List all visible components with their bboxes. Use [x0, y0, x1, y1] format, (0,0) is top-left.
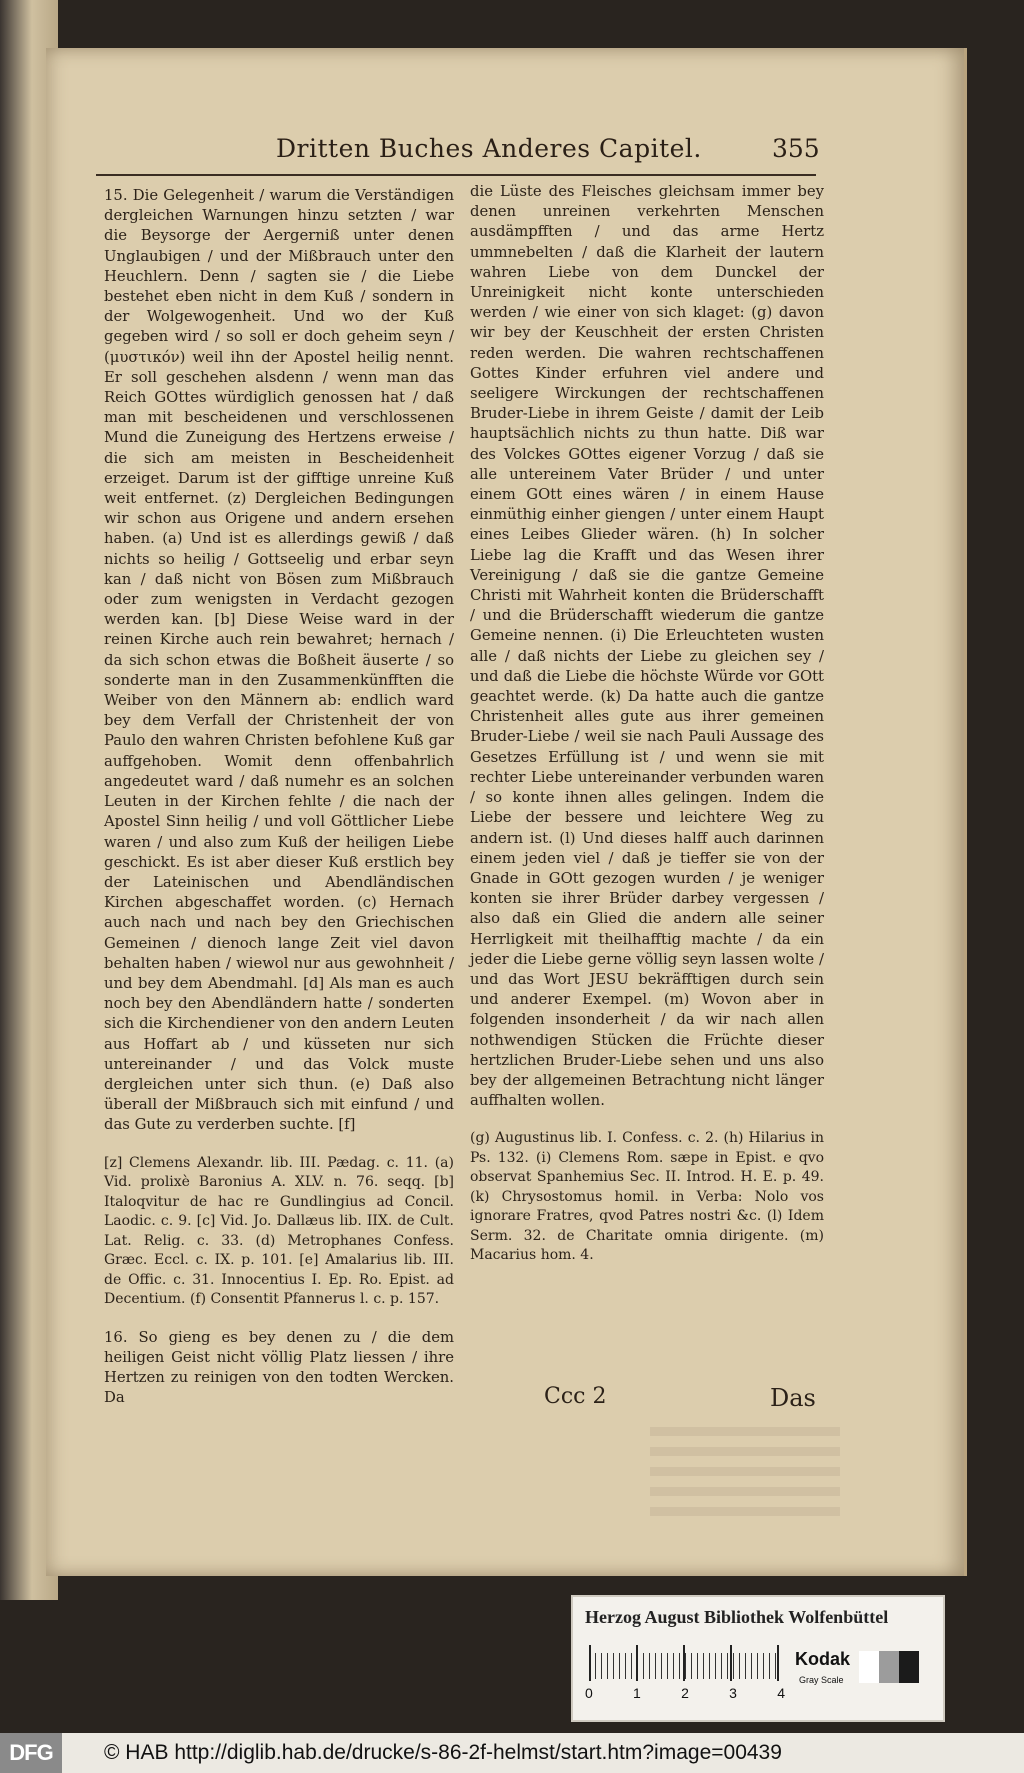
signature-mark: Ccc 2: [544, 1384, 607, 1409]
library-color-card: [571, 1595, 945, 1722]
paragraph-16: 16. So gieng es bey denen zu / die dem heiligen Geist nicht völlig Platz liessen / ihre Hertzen zu reinigen von den todten Wercken. Da: [104, 1328, 454, 1407]
ruler-labels: [585, 1685, 785, 1701]
running-title: Dritten Buches Anderes Capitel.: [276, 134, 702, 163]
left-column: [104, 186, 454, 1408]
gray-patch: [899, 1651, 919, 1683]
right-footnotes: (g) Augustinus lib. I. Confess. c. 2. (h) Hilarius in Ps. 132. (i) Clemens Rom. sæpe in Epist. e qvo observat Spanhemius Sec. II. Introd. H. E. p. 49. (k) Chrysostomus homil. in Verba: Nolo vos ignorare Fratres, qvod Patres nostri &c. (l) Idem Serm. 32. de Charitate omnia dirigente. (m) Macarius hom. 4.: [470, 1130, 824, 1264]
ruler-label: 2: [681, 1685, 689, 1701]
bleed-through-text: [650, 1416, 840, 1516]
dfg-logo: DFG: [0, 1733, 62, 1773]
ruler-label: 4: [777, 1685, 785, 1701]
gray-patch: [859, 1651, 879, 1683]
ruler-major-ticks: [589, 1645, 779, 1681]
gray-patch: [879, 1651, 899, 1683]
catchword: Das: [770, 1384, 816, 1412]
paragraph-15: 15. Die Gelegenheit / warum die Verständigen dergleichen Warnungen hinzu setzten / war die Beysorge der Aergerniß unter denen Unglaubigen / und der Mißbrauch unter den Heuchlern. Denn / sagten sie / die Liebe bestehet eben nicht in dem Kuß / sondern in der Wolgewogenheit. Und wo der Kuß gegeben wird / so soll er doch geheim seyn / (μυστικόν) weil ihn der Apostel heilig nennt. Er soll geschehen alsdenn / wenn man das Reich GOttes würdiglich genossen hat / daß man mit bescheidenen und verschlossenen Mund die Zuneigung des Hertzens erweise / die sich am meisten in Bescheidenheit erzeiget. Darum ist der gifftige unreine Kuß weit entfernet. (z) Dergleichen Bedingungen wir schon aus Origene und andern ersehen haben. (a) Und ist es allerdings gewiß / daß nichts so heilig / Gottseelig und erbar seyn kan / daß nicht von Bösen zum Mißbrauch oder zum wenigsten in Verdacht gezogen werden kan. [b] Diese Weise ward in der reinen Kirche auch rein bewahret; hernach / da sich schon etwas die Boßheit äuserte / so sonderte man in den Zusammenkünfften die Weiber von den Männern ab: endlich ward bey dem Verfall der Christenheit der von Paulo den wahren Christen befohlene Kuß gar auffgehoben. Womit denn offenbahrlich angedeutet ward / daß numehr es an solchen Leuten in der Kirchen fehlte / die nach der Apostel Sinn heilig / und voll Göttlicher Liebe waren / und also zum Kuß der heiligen Liebe geschickt. Es ist aber dieser Kuß erstlich bey der Lateinischen und Abendländischen Kirchen abgeschaffet worden. (c) Hernach auch nach und nach bey den Griechischen Gemeinen / dienoch lange Zeit viel davon behalten haben / wiewol nur aus gewohnheit / und bey dem Abendmahl. [d] Als man es auch noch bey den Abendländern hatte / sonderten sich die Kirchendiener von den andern Leuten aus Hoffart ab / und küsseten nur sich untereinander / und das Volck muste dergleichen unter sich thun. (e) Daß also überall der Mißbrauch sich mit einfund / und das Gute zu verderben suchte. [f]: [104, 187, 454, 1134]
library-name: Herzog August Bibliothek Wolfenbüttel: [585, 1607, 889, 1627]
left-footnotes: [z] Clemens Alexandr. lib. III. Pædag. c. 11. (a) Vid. prolixè Baronius A. XLV. n. 76. seqq. [b] Italoqvitur de hac re Gundlingius ad Concil. Laodic. c. 9. [c] Vid. Jo. Dallæus lib. IIX. de Cult. Lat. Relig. c. 33. (d) Metrophanes Confess. Græc. Eccl. c. IX. p. 101. [e] Amalarius lib. III. de Offic. c. 31. Innocentius I. Ep. Ro. Epist. ad Decentium. (f) Consentit Pfannerus l. c. p. 157.: [104, 1154, 454, 1308]
ruler-label: 3: [729, 1685, 737, 1701]
gray-patches: [859, 1651, 919, 1683]
kodak-logo: Kodak: [795, 1649, 851, 1669]
paragraph-continued: die Lüste des Fleisches gleichsam immer bey denen unreinen verkehrten Menschen ausdämpfften / und das arme Hertz ummnebelten / daß die Klarheit der lautern wahren Liebe von dem Dunckel der Unreinigkeit nicht konte unterschieden werden / wie einer von sich klaget: (g) davon wir bey der Keuschheit der ersten Christen reden werden. Die wahren rechtschaffenen Gottes Kinder erfuhren viel andere und seeligere Wirckungen der rechtschaffenen Bruder-Liebe in ihrem Geiste / damit der Leib hauptsächlich nichts zu thun hatte. Diß war des Volckes GOttes eigener Vorzug / daß sie alle untereinem Vater Brüder / und unter einem GOtt eines wären / in einem Hause einmüthig einher giengen / unter einem Haupt eines Leibes Glieder wären. (h) In solcher Liebe lag die Krafft und das Wesen ihrer Vereinigung / daß sie die gantze Gemeine Christi mit Wahrheit konten die Brüderschafft / und die Brüderschafft wiederum die gantze Gemeine nennen. (i) Die Erleuchteten wusten alle / daß nichts der Liebe zu gleichen sey / und daß die Liebe die höchste Würde vor GOtt geachtet werde. (k) Da hatte auch die gantze Christenheit alles gute aus ihrer gemeinen Bruder-Liebe / weil sie nach Pauli Aussage des Gesetzes Erfüllung ist / und wenn sie mit rechter Liebe untereinander verbunden waren / so konte ihnen alles gelingen. Indem die Liebe der bessere und leichtere Weg zu andern ist. (l) Und dieses halff auch darinnen einem jeden viel / daß je tieffer sie von der Gnade in GOtt gezogen wurden / je weniger konten sie ihrer Brüder darbey vergessen / also daß ein Glied die andern alle seiner Herrligkeit mit theilhafftig machte / da ein jeder die Liebe gerne völlig seyn lassen wolte / und das Wort JESU bekräfftigen durch sein und anderer Exempel. (m) Wovon aber in folgenden insonderheit / da wir nach allen nothwendigen Stücken die Früchte dieser hertzlichen Bruder-Liebe sehen und uns also bey der allgemeinen Betrachtung nicht länger auffhalten wollen.: [470, 183, 824, 1110]
ruler-label: 1: [633, 1685, 641, 1701]
right-column: [470, 182, 824, 1266]
page-number: 355: [772, 134, 820, 163]
scale-ruler: [583, 1643, 931, 1713]
copyright-link[interactable]: © HAB http://diglib.hab.de/drucke/s-86-2f-helmst/start.htm?image=00439: [104, 1741, 782, 1764]
page-header: [96, 120, 820, 176]
footer-bar: [0, 1733, 1024, 1773]
gray-scale-label: Gray Scale: [799, 1675, 844, 1685]
header-rule: [96, 174, 816, 176]
ruler-label: 0: [585, 1685, 593, 1701]
